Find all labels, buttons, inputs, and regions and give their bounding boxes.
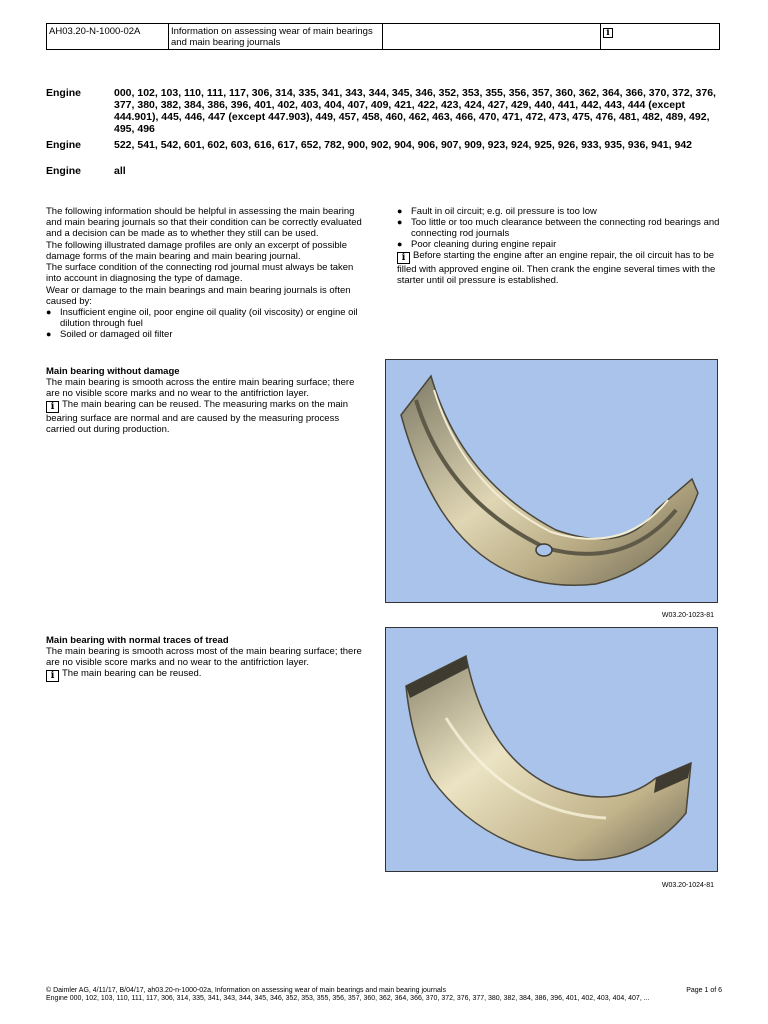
bearing-photo-2: [385, 627, 718, 872]
section-normal-tread: [46, 635, 368, 682]
note-icon: i: [46, 670, 59, 682]
section-text-1: The main bearing is smooth across the entire main bearing surface; there are no visible score marks and no wear to the antifriction layer.: [46, 377, 355, 399]
section-heading-1: Main bearing without damage: [46, 366, 180, 377]
bearing-illustration-1: [386, 360, 718, 603]
document-header-table: [46, 23, 720, 50]
engine-list-2: 522, 541, 542, 601, 602, 603, 616, 617, 652, 782, 900, 902, 904, 906, 907, 909, 923, 924, 925, 926, 933, 935, 936, 941, 942: [114, 139, 692, 151]
oil-note: i Before starting the engine after an engine repair, the oil circuit has to be filled with approved engine oil. Then crank the engine several times with the starter until oil pressure is established.: [397, 250, 716, 286]
section-without-damage: [46, 366, 364, 435]
photo-caption-2: W03.20-1024-81: [661, 882, 714, 889]
section-note-1: i The main bearing can be reused. The measuring marks on the main bearing surface are normal and are caused by the measuring process carried out during production.: [46, 399, 349, 435]
engine-label-3: Engine: [46, 165, 82, 177]
document-title: Information on assessing wear of main bearings and main bearing journals: [169, 24, 383, 49]
bearing-illustration-2: [386, 628, 718, 872]
info-icon: i: [603, 28, 613, 38]
bearing-photo-1: [385, 359, 718, 603]
document-id: AH03.20-N-1000-02A: [47, 24, 169, 49]
cause-bullet-5: ● Poor cleaning during engine repair: [397, 239, 557, 250]
footer-engine-list: Engine 000, 102, 103, 110, 111, 117, 306, 314, 335, 341, 343, 344, 345, 346, 352, 353, 355, 356, 357, 360, 362, 364, 366, 370, 372, 376, 377, 380, 382, 384, 386, 396, 401, 402, 403, 404, 407, ...: [46, 995, 650, 1002]
engine-list-1: 000, 102, 103, 110, 111, 117, 306, 314, 335, 341, 343, 344, 345, 346, 352, 353, 355, 356, 357, 360, 362, 364, 366, 370, 372, 376, 377, 380, 382, 384, 386, 396, 401, 402, 403, 404, 407, 409, 421, 422, 423, 424, 427, 429, 440, 441, 442, 443, 444 (except 444.901), 445, 446, 447 (except 447.903), 449, 457, 458, 460, 462, 463, 466, 470, 471, 472, 473, 475, 476, 481, 482, 489, 492, 495, 496: [114, 87, 716, 135]
intro-section: [46, 206, 364, 340]
section-heading-2: Main bearing with normal traces of tread: [46, 635, 229, 646]
intro-paragraph-3: The surface condition of the connecting rod journal must always be taken into account in diagnosing the type of damage.: [46, 262, 354, 284]
right-column: [397, 206, 722, 286]
intro-paragraph-4: Wear or damage to the main bearings and main bearing journals is often caused by:: [46, 285, 351, 307]
footer-copyright: © Daimler AG, 4/11/17, B/04/17, ah03.20-n-1000-02a, Information on assessing wear of main bearings and main bearing journals: [46, 987, 446, 994]
footer: [46, 987, 722, 1003]
cause-bullet-2: ● Soiled or damaged oil filter: [46, 329, 173, 340]
engine-label-2: Engine: [46, 139, 82, 151]
section-text-2: The main bearing is smooth across most of the main bearing surface; there are no visible score marks and no wear to the antifriction layer.: [46, 646, 362, 668]
photo-caption-1: W03.20-1023-81: [661, 612, 714, 619]
section-note-2: i The main bearing can be reused.: [46, 668, 368, 682]
intro-paragraph-1: The following information should be helpful in assessing the main bearing and main bearing journals so that their condition can be correctly evaluated and a decision can be made as to whether they still can be used.: [46, 206, 362, 239]
cause-bullet-3: ● Fault in oil circuit; e.g. oil pressure is too low: [397, 206, 597, 217]
engine-list-3: all: [114, 165, 126, 177]
engine-label-1: Engine: [46, 87, 82, 99]
cause-bullet-4: ● Too little or too much clearance between the connecting rod bearings and connecting rod journals: [397, 217, 720, 239]
header-empty-cell: [383, 24, 601, 49]
note-icon: i: [46, 401, 59, 413]
note-icon: i: [397, 252, 410, 264]
footer-page-number: Page 1 of 6: [686, 987, 722, 994]
cause-bullet-1: ● Insufficient engine oil, poor engine oil quality (oil viscosity) or engine oil dilution through fuel: [46, 307, 358, 329]
header-info-cell: [601, 24, 719, 49]
intro-paragraph-2: The following illustrated damage profiles are only an excerpt of possible damage forms of the main bearing and main bearing journal.: [46, 240, 347, 262]
